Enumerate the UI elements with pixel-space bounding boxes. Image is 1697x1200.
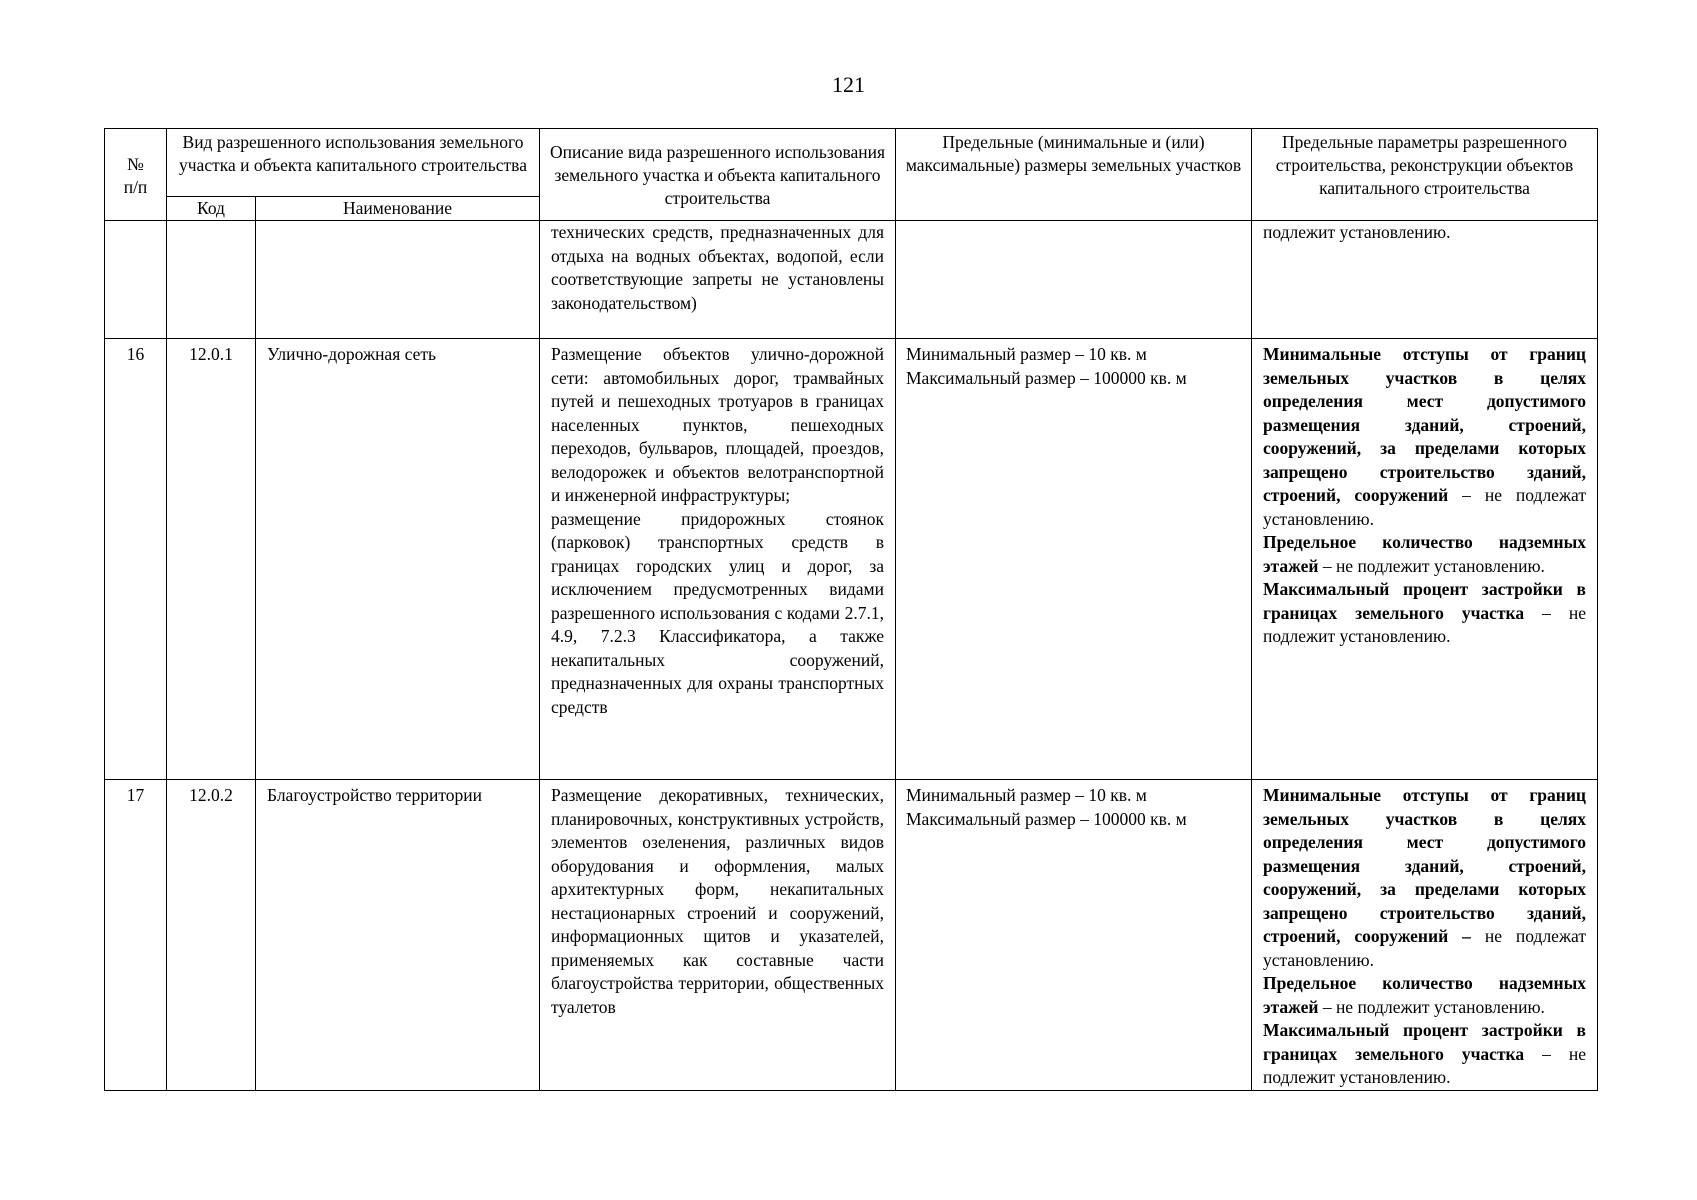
header-params: Предельные параметры разрешенного строительства, реконструкции объектов капитального строительства (1252, 129, 1598, 221)
header-sizes: Предельные (минимальные и (или) максимальные) размеры земельных участков (896, 129, 1252, 221)
row-description-text: технических средств, предназначенных для отдыха на водных объектах, водопой, если соответствующие запреты не установлены законодательством) (551, 222, 884, 313)
row-description-p2: размещение придорожных стоянок (парковок) транспортных средств в границах городских улиц и дорог, за исключением предусмотренных видами разрешенного использования с кодами 2.7.1, 4.9, 7.2.3 Классификатора, а также некапитальных сооружений, предназначенных для охраны транспортных средств (551, 508, 884, 717)
row-params-setbacks: Минимальные отступы от границ земельных участков в целях определения мест допустимого размещения зданий, строений, сооружений, за пределами которых запрещено строительство зданий, строений, сооружений – не подлежат установлению. (1263, 785, 1587, 970)
header-num (105, 129, 167, 221)
row-size-min: Минимальный размер – 10 кв. м (906, 344, 1147, 364)
row-params (1252, 339, 1598, 780)
header-kind-group: Вид разрешенного использования земельного участка и объекта капитального строительства (167, 129, 540, 197)
row-params-coverage: Максимальный процент застройки в границах земельного участка – не подлежит установлению. (1263, 579, 1586, 646)
table-row (105, 221, 1598, 339)
row-code: 12.0.1 (167, 339, 256, 780)
row-name: Улично-дорожная сеть (256, 339, 540, 780)
row-params-text: подлежит установлению. (1263, 222, 1451, 242)
row-sizes (896, 780, 1252, 1091)
row-description-p1: Размещение объектов улично-дорожной сети: автомобильных дорог, трамвайных путей и пешеходных тротуаров в границах населенных пунктов, пешеходных переходов, бульваров, площадей, проездов, велодорожек и объектов велотранспортной и инженерной инфраструктуры; (551, 344, 884, 505)
row-params (1252, 780, 1598, 1091)
header-description: Описание вида разрешенного использования земельного участка и объекта капитального строительства (540, 129, 896, 221)
row-size-max: Максимальный размер – 100000 кв. м (906, 808, 1187, 829)
row-num: 17 (105, 780, 167, 1091)
table-row (105, 780, 1598, 1091)
table-row (105, 339, 1598, 780)
row-description-text: Размещение декоративных, технических, планировочных, конструктивных устройств, элементов озеленения, различных видов оборудования и оформления, малых архитектурных форм, некапитальных нестационарных строений и сооружений, информационных щитов и указателей, применяемых как составные части благоустройства территории, общественных туалетов (551, 785, 884, 1017)
row-params-coverage: Максимальный процент застройки в границах земельного участка – не подлежит установлению. (1263, 1020, 1586, 1087)
row-size-max: Максимальный размер – 100000 кв. м (906, 367, 1187, 388)
header-name: Наименование (256, 197, 540, 221)
row-name (256, 221, 540, 339)
row-sizes (896, 221, 1252, 339)
row-sizes (896, 339, 1252, 780)
row-params (1252, 221, 1598, 339)
row-name: Благоустройство территории (256, 780, 540, 1091)
row-num (105, 221, 167, 339)
header-code: Код (167, 197, 256, 221)
row-size-min: Минимальный размер – 10 кв. м (906, 785, 1147, 805)
row-num: 16 (105, 339, 167, 780)
page-number: 121 (832, 72, 865, 97)
row-params-floors: Предельное количество надземных этажей – не подлежит установлению. (1263, 532, 1586, 576)
row-code: 12.0.2 (167, 780, 256, 1091)
header-num-line1: № (127, 153, 144, 174)
row-description (540, 780, 896, 1091)
header-num-line2: п/п (123, 176, 148, 197)
row-code (167, 221, 256, 339)
row-description (540, 339, 896, 780)
row-params-floors: Предельное количество надземных этажей – не подлежит установлению. (1263, 973, 1586, 1017)
row-description (540, 221, 896, 339)
row-params-setbacks: Минимальные отступы от границ земельных участков в целях определения мест допустимого размещения зданий, строений, сооружений, за пределами которых запрещено строительство зданий, строений, сооружений – не подлежат установлению. (1263, 344, 1586, 529)
land-use-table (104, 128, 1598, 1091)
